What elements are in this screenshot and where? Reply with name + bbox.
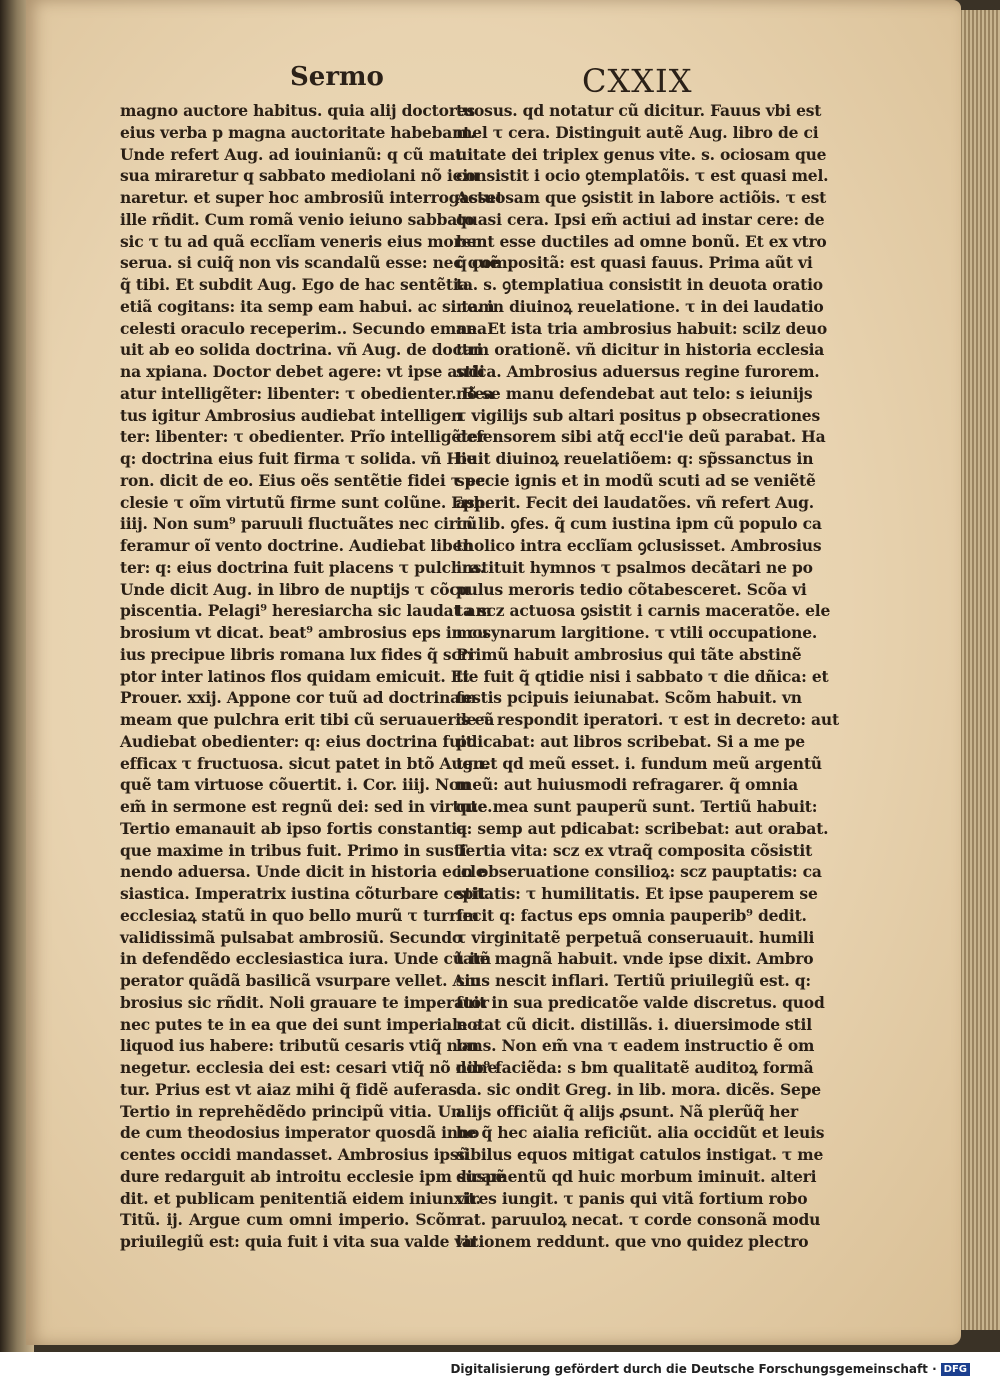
text-line: negetur. ecclesia dei est: cesari vtiq̃ nõ done [120,1058,498,1077]
text-line: q: doctrina eius fuit firma τ solida. vñ Hie [120,449,477,468]
text-line: serua. si cuiq̃ non vis scandalũ esse: nec quẽ [120,253,500,273]
text-line: magno auctore habitus. quia alij doctores [120,101,475,120]
text-line: atur intelligẽter: libenter: τ obedienter. Bea [120,383,495,403]
text-line: tus igitur Ambrosius audiebat intelligen [120,405,463,425]
text-line: em̃ in sermone est regnũ dei: sed in virtute. [120,797,493,816]
text-line: fuit in sua predicatõe valde discretus. quod [456,992,825,1012]
text-line: rat. paruuloꝝ necat. τ corde consonã modu [456,1210,821,1230]
text-line: fecit q: factus eps omnia pauperib⁹ dedit. [456,905,807,925]
text-line: notat cũ dicit. distillãs. i. diuersimode stil [456,1014,812,1034]
text-line: dure redarguit ab introitu ecclesie ipm suspẽ [120,1166,506,1186]
text-line: buit diuinoꝝ reuelatiõem: q: sp̃ssanctus in [456,449,814,468]
text-line: ius precipue libris romana lux fides q̃ scri [120,644,475,664]
text-line: ecclesiaꝝ statũ in quo bello murũ τ turrim [120,905,479,925]
text-line: in defendẽdo ecclesiastica iura. Unde cũ im [120,949,491,969]
text-line: brosius sic rñdit. Noli grauare te imperator [120,992,489,1012]
text-line: ne. Et ista tria ambrosius habuit: scilz deuo [456,318,827,338]
text-line: sius nescit inflari. Tertiũ priuilegiũ est. q: [456,971,811,990]
text-line: nõ se manu defendebat aut telo: s ieiunijs [456,383,813,403]
text-line: ne. in diuinoꝝ reuelatione. τ in dei laudatio [456,296,824,316]
text-line: Unde refert Aug. ad iouinianũ: q cũ mat [120,144,462,164]
text-line: clesie τ oĩm virtutũ firme sunt colũne. Eph. [120,492,490,512]
text-line: sic τ tu ad quã ecclĩam veneris eius morem [120,231,488,251]
text-line: defensorem sibi atq̃ eccl'ie deũ parabat. Ha [456,427,826,447]
text-line: ta scz actuosa ꝯsistit i carnis maceratõe. ele [456,601,831,621]
text-line: vires iungit. τ panis qui vitã fortium robo [456,1188,808,1208]
text-line: tam orationẽ. vñ dicitur in historia ecclesia [456,340,825,360]
text-line: festis pcipuis ieiunabat. Scõm habuit. vn [456,688,802,708]
running-head-left: Sermo [290,62,384,92]
text-line: specie ignis et in modũ scuti ad se veniẽtẽ [456,470,816,490]
text-line: liquod ius habere: tributũ cesaris vtiq̃ non [120,1036,479,1056]
text-line: dit. et publicam penitentiã eidem iniunxit. [120,1188,481,1208]
text-line: priuilegiũ est: quia fuit i vita sua valde vir [120,1232,477,1251]
folio-number: CXXIX [582,62,693,100]
text-line: Unde dicit Aug. in libro de nuptijs τ cõcu [120,579,470,599]
text-line: lans. Non em̃ vna τ eadem instructio ẽ om [456,1036,815,1056]
text-line: consistit i ocio ꝯtemplatõis. τ est quasi mel. [456,166,829,186]
text-line: centes occidi mandasset. Ambrosius ipsũ [120,1145,470,1164]
text-line: meam que pulchra erit tibi cũ seruaueris eã [120,710,495,729]
text-line: Tertia vita: scz ex vtraq̃ composita cõsistit [456,840,813,860]
text-line: τ virginitatẽ perpetuã conseruauit. humili [456,927,815,947]
text-line: nec putes te in ea que dei sunt imperiale a [120,1014,483,1034]
text-column-right [456,100,839,1253]
text-line: uitate dei triplex genus vite. s. ociosam que [456,144,827,164]
text-line: sibilus equos mitigat catulos instigat. τ me [456,1145,824,1164]
text-line: tholico intra ecclĩam ꝯclusisset. Ambrosius [456,536,822,555]
text-line: tatẽ magnã habuit. vnde ipse dixit. Ambro [456,949,814,969]
text-line: feramur oĩ vento doctrine. Audiebat liben [120,536,474,555]
text-line: mosynarum largitione. τ vtili occupatione. [456,623,818,642]
text-line: celesti oraculo receperim.. Secundo emana [120,318,487,338]
text-line: alijs officiũt q̃ alijs ꝓsunt. Nã plerũq̃ her [456,1101,798,1121]
text-line: naretur. et super hoc ambrosiũ interrogasset [120,188,503,207]
text-line: bent esse ductiles ad omne bonũ. Et ex vtro [456,231,827,251]
text-line: Titũ. ij. Argue cum omni imperio. Scõm [120,1210,462,1230]
text-line: de cum theodosius imperator quosdã inno [120,1123,480,1143]
text-line: Prouer. xxij. Appone cor tuũ ad doctrinam [120,688,477,708]
text-line: perator quãdã basilicã vsurpare vellet. Am [120,971,481,990]
text-line: da. sic ondit Greg. in lib. mora. dicẽs. Sepe [456,1079,821,1099]
text-line: tie fuit q̃ qtidie nisi i sabbato τ die dñica: et [456,666,829,686]
text-line: instituit hymnos τ psalmos decãtari ne po [456,557,813,577]
text-line: be q̃ hec aialia reficiũt. alia occidũt et leuis [456,1123,825,1143]
text-line: teret qd meũ esset. i. fundum meũ argentũ [456,753,822,773]
text-line: uit ab eo solida doctrina. vñ Aug. de doctri [120,340,483,360]
text-line: que maxime in tribus fuit. Primo in susti [120,840,467,860]
text-line: ptor inter latinos flos quidam emicuit. Et [120,666,470,686]
text-line: ter: q: eius doctrina fuit placens τ pulchra. [120,557,485,577]
text-line: pdicabat: aut libros scribebat. Si a me pe [456,731,805,751]
text-line: dicamentũ qd huic morbum iminuit. alteri [456,1166,817,1186]
text-line: stitatis: τ humilitatis. Et ipse pauperem se [456,884,818,903]
text-line: ta. s. ꝯtemplatiua consistit in deuota oratio [456,275,823,294]
text-line: que mea sunt pauperũ sunt. Tertiũ habuit: [456,797,818,816]
text-line: efficax τ fructuosa. sicut patet in btõ Augu. [120,753,490,773]
text-line: ter: libenter: τ obedienter. Prĩo intelligẽter [120,427,486,447]
text-line: τ vigilijs sub altari positus p obsecrationes [456,405,820,425]
text-line: ille rñdit. Cum romã venio ieiuno sabbato [120,209,475,229]
text-line: na xpiana. Doctor debet agere: vt ipse audi [120,362,485,381]
text-line: in lib. ꝯfes. q̃ cum iustina ipm cũ populo ca [456,514,822,534]
page-block-edge [958,10,1000,1330]
text-line: eius verba p magna auctoritate habebant. [120,122,476,142]
text-line: sua miraretur q sabbato mediolani nõ ieiu [120,166,480,186]
text-line: Tertio in reprehẽdẽdo principũ vitia. Un [120,1101,462,1121]
text-line: Tertio emanauit ab ipso fortis constantia [120,818,467,838]
text-line: q: semp aut pdicabat: scribebat: aut orabat. [456,818,829,838]
text-line: quasi cera. Ipsi em̃ actiui ad instar cere: de [456,209,825,229]
text-line: pulus meroris tedio cõtabesceret. Scõa vi [456,579,807,599]
text-line: etiã cogitans: ita semp eam habui. ac si tam [120,296,495,316]
text-line: asperit. Fecit dei laudatões. vñ refert Aug. [456,492,815,512]
text-line: nib⁹ faciẽda: s bm qualitatẽ auditoꝝ formã [456,1058,814,1077]
text-line: meũ: aut huiusmodi refragarer. q̃ omnia [456,775,798,795]
text-line: de τ respondit iperatori. τ est in decreto: aut [456,710,839,729]
text-line: Audiebat obedienter: q: eius doctrina fuit [120,731,473,751]
text-line: q̃ compositã: est quasi fauus. Prima aũt vi [456,253,813,273]
text-line: Actuosam que ꝯsistit in labore actiõis. τ est [456,188,827,207]
text-line: iiij. Non sum⁹ paruuli fluctuãtes nec circũ [120,514,478,534]
text-line: nendo aduersa. Unde dicit in historia eccle [120,862,486,882]
text-column-left [120,100,506,1253]
text-line: quẽ tam virtuose cõuertit. i. Cor. iiij. Non [120,775,471,795]
credit-text: Digitalisierung gefördert durch die Deutsche Forschungsgemeinschaft · [450,1362,937,1376]
text-line: Primũ habuit ambrosius qui tãte abstinẽ [456,644,802,664]
text-line: tuosus. qd notatur cũ dicitur. Fauus vbi est [456,101,822,120]
text-line: piscentia. Pelagi⁹ heresiarcha sic laudat am [120,601,492,621]
text-line: in obseruatione consilioꝝ: scz pauptatis: ca [456,862,822,882]
text-line: lationem reddunt. que vno quidez plectro [456,1232,809,1251]
text-line: mel τ cera. Distinguit autẽ Aug. libro de ci [456,122,819,142]
text-line: siastica. Imperatrix iustina cõturbare cepit [120,884,486,903]
text-line: validissimã pulsabat ambrosiũ. Secundo [120,927,463,947]
digitization-credit [450,1362,970,1376]
text-line: q̃ tibi. Et subdit Aug. Ego de hac sentẽtia [120,275,469,294]
text-line: tur. Prius est vt aiaz mihi q̃ fidẽ auferas. [120,1079,462,1099]
dfg-logo: DFG [941,1363,970,1376]
text-line: brosium vt dicat. beat⁹ ambrosius eps in cu [120,623,489,642]
text-line: stica. Ambrosius aduersus regine furorem. [456,362,820,381]
text-line: ron. dicit de eo. Eius oẽs sentẽtie fidei τ ec [120,470,486,490]
